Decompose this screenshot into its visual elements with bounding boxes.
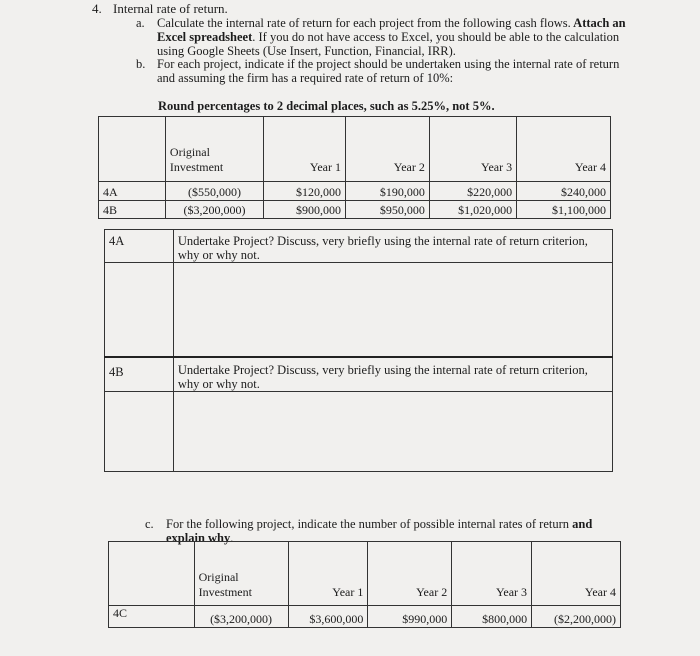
- answer-prompt-4b: Undertake Project? Discuss, very briefly using the internal rate of return criterion, why or why not.: [173, 357, 612, 392]
- row-label: 4A: [99, 182, 166, 201]
- answer-input-4b[interactable]: [173, 391, 612, 471]
- cell: $950,000: [346, 201, 430, 219]
- cell: ($550,000): [165, 182, 263, 201]
- row-label: 4C: [109, 606, 195, 628]
- answer-label-cell: [105, 391, 174, 471]
- row-label: 4B: [99, 201, 166, 219]
- cell: $1,100,000: [517, 201, 611, 219]
- cell: $240,000: [517, 182, 611, 201]
- cell: ($3,200,000): [194, 606, 288, 628]
- question-title: Internal rate of return.: [113, 1, 228, 16]
- header-year-4: Year 4: [517, 117, 611, 182]
- round-note: Round percentages to 2 decimal places, such as 5.25%, not 5%.: [158, 99, 495, 113]
- row-label: 4B: [105, 357, 174, 392]
- table-row: [99, 201, 611, 219]
- part-a-letter: a.: [136, 16, 145, 30]
- question-number: 4.: [92, 1, 102, 16]
- cell: ($2,200,000): [532, 606, 621, 628]
- cell: $800,000: [452, 606, 532, 628]
- header-year-4: Year 4: [532, 542, 621, 606]
- cell: $990,000: [368, 606, 452, 628]
- header-blank: [109, 542, 195, 606]
- cell: $220,000: [429, 182, 516, 201]
- header-original-investment: Original Investment: [194, 542, 288, 606]
- header-year-1: Year 1: [264, 117, 346, 182]
- cell: $190,000: [346, 182, 430, 201]
- header-year-3: Year 3: [429, 117, 516, 182]
- row-label: 4A: [105, 230, 174, 263]
- header-year-2: Year 2: [368, 542, 452, 606]
- cell: $1,020,000: [429, 201, 516, 219]
- answer-input-4a[interactable]: [173, 263, 612, 357]
- header-year-1: Year 1: [288, 542, 368, 606]
- part-c-text: For the following project, indicate the number of possible internal rates of return and explain why.: [166, 517, 593, 545]
- answer-label-cell: [105, 263, 174, 357]
- cell: $120,000: [264, 182, 346, 201]
- header-year-3: Year 3: [452, 542, 532, 606]
- multiple-irr-table: [108, 541, 621, 628]
- table-row: [99, 182, 611, 201]
- table-row: [109, 606, 621, 628]
- part-b-text: For each project, indicate if the project should be undertaken using the internal rate of return and assuming the firm has a required rate of return of 10%:: [157, 57, 620, 85]
- part-b-letter: b.: [136, 57, 146, 71]
- answer-prompt-4a: Undertake Project? Discuss, very briefly using the internal rate of return criterion, why or why not.: [173, 230, 612, 263]
- header-blank: [99, 117, 166, 182]
- header-original-investment: Original Investment: [165, 117, 263, 182]
- answer-table: [104, 229, 613, 472]
- cash-flow-table: [98, 116, 611, 219]
- part-c-letter: c.: [145, 517, 154, 531]
- cell: ($3,200,000): [165, 201, 263, 219]
- part-a-text: Calculate the internal rate of return for each project from the following cash flows. Attach an Excel spreadsheet. If you do not have access to Excel, you should be able to the calculation using Google Sheets (Use Insert, Function, Financial, IRR).: [157, 16, 626, 58]
- cell: $900,000: [264, 201, 346, 219]
- header-year-2: Year 2: [346, 117, 430, 182]
- cell: $3,600,000: [288, 606, 368, 628]
